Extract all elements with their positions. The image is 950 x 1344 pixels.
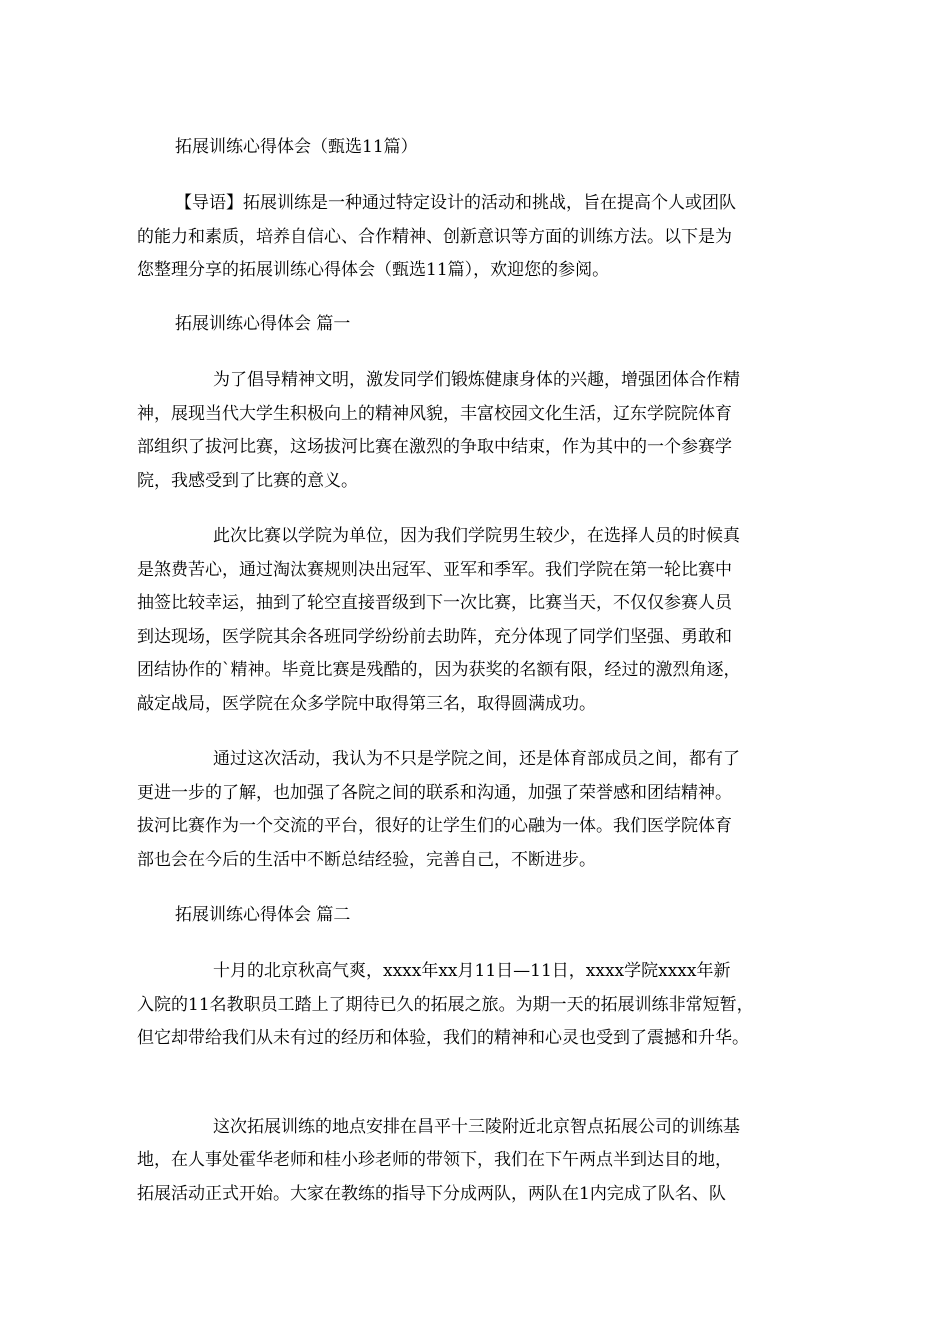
paragraph-line: 拓展活动正式开始。大家在教练的指导下分成两队，两队在1内完成了队名、队 xyxy=(137,1184,726,1204)
section-heading-1: 拓展训练心得体会 篇一 xyxy=(175,314,351,334)
paragraph-line: 为了倡导精神文明，激发同学们锻炼健康身体的兴趣，增强团体合作精 xyxy=(213,370,740,390)
intro-line: 的能力和素质，培养自信心、合作精神、创新意识等方面的训练方法。以下是为 xyxy=(137,227,732,247)
paragraph-line: 入院的11名教职员工踏上了期待已久的拓展之旅。为期一天的拓展训练非常短暂， xyxy=(137,995,754,1015)
paragraph-line: 更进一步的了解，也加强了各院之间的联系和沟通，加强了荣誉感和团结精神。 xyxy=(137,783,732,803)
paragraph-line: 到达现场，医学院其余各班同学纷纷前去助阵，充分体现了同学们坚强、勇敢和 xyxy=(137,627,732,647)
paragraph-line: 团结协作的`精神。毕竟比赛是残酷的，因为获奖的名额有限，经过的激烈角逐， xyxy=(137,660,741,680)
paragraph-line: 神，展现当代大学生积极向上的精神风貌，丰富校园文化生活，辽东学院院体育 xyxy=(137,404,732,424)
paragraph-line: 拔河比赛作为一个交流的平台，很好的让学生们的心融为一体。我们医学院体育 xyxy=(137,816,732,836)
section-heading-2: 拓展训练心得体会 篇二 xyxy=(175,905,351,925)
paragraph-line: 部组织了拔河比赛，这场拔河比赛在激烈的争取中结束，作为其中的一个参赛学 xyxy=(137,437,732,457)
paragraph-line: 是煞费苦心，通过淘汰赛规则决出冠军、亚军和季军。我们学院在第一轮比赛中 xyxy=(137,560,732,580)
paragraph-line: 这次拓展训练的地点安排在昌平十三陵附近北京智点拓展公司的训练基 xyxy=(213,1117,740,1137)
paragraph-line: 此次比赛以学院为单位，因为我们学院男生较少，在选择人员的时候真 xyxy=(213,526,740,546)
intro-line: 您整理分享的拓展训练心得体会（甄选11篇），欢迎您的参阅。 xyxy=(137,260,610,280)
paragraph-line: 通过这次活动，我认为不只是学院之间，还是体育部成员之间，都有了 xyxy=(213,749,740,769)
paragraph-line: 但它却带给我们从未有过的经历和体验，我们的精神和心灵也受到了震撼和升华。 xyxy=(137,1028,749,1048)
document-title: 拓展训练心得体会（甄选11篇） xyxy=(175,137,418,157)
paragraph-line: 敲定战局，医学院在众多学院中取得第三名，取得圆满成功。 xyxy=(137,694,596,714)
paragraph-line: 院，我感受到了比赛的意义。 xyxy=(137,471,358,491)
intro-line: 【导语】拓展训练是一种通过特定设计的活动和挑战，旨在提高个人或团队 xyxy=(175,193,736,213)
paragraph-line: 部也会在今后的生活中不断总结经验，完善自己，不断进步。 xyxy=(137,850,596,870)
paragraph-line: 十月的北京秋高气爽，xxxx年xx月11日—11日，xxxx学院xxxx年新 xyxy=(213,961,731,981)
paragraph-line: 抽签比较幸运，抽到了轮空直接晋级到下一次比赛，比赛当天，不仅仅参赛人员 xyxy=(137,593,732,613)
paragraph-line: 地，在人事处霍华老师和桂小珍老师的带领下，我们在下午两点半到达目的地， xyxy=(137,1150,732,1170)
